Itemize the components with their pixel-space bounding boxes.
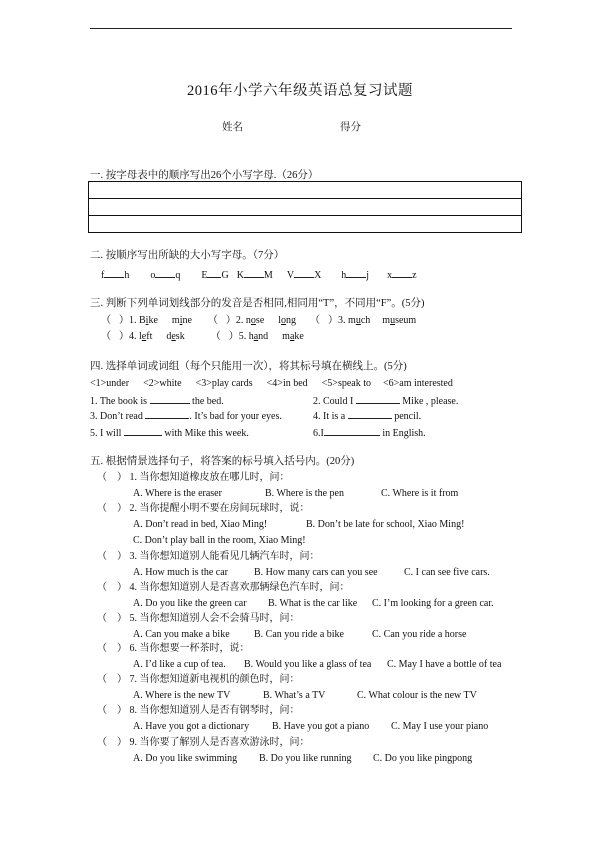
item-prefix: ）1. B: [119, 315, 146, 326]
paren-open: （: [97, 613, 107, 624]
mc-q1-opt-c[interactable]: C. Where is it from: [381, 488, 459, 499]
mc-q6-opt-c[interactable]: C. May I have a bottle of tea: [387, 659, 502, 670]
mc-q5-opt-c[interactable]: C. Can you ride a horse: [372, 629, 467, 640]
header-rule: [90, 28, 512, 29]
fill-q5: [90, 426, 249, 440]
underlined-sound: a: [289, 331, 295, 342]
option-in-bed: <4>in bed: [266, 378, 308, 389]
fill-q6: [313, 426, 426, 440]
mc-q6-opt-a[interactable]: A. I’d like a cup of tea.: [133, 659, 226, 670]
paren-open: （: [210, 331, 221, 342]
word-start: l: [278, 315, 282, 326]
q-text: 5. I will: [90, 428, 122, 439]
word-rest: se: [255, 315, 265, 326]
q-text: with Mike this week.: [164, 428, 249, 439]
paren-open: （: [101, 331, 111, 342]
letter: f: [101, 270, 105, 281]
mc-q1-stem: [97, 472, 290, 484]
question-stem: 4. 当你想知道别人是否喜欢那辆绿色汽车时，问：: [129, 582, 350, 593]
mc-q7-opt-c[interactable]: C. What colour is the new TV: [357, 690, 477, 701]
option-under: <1>under: [90, 378, 130, 389]
item-prefix: ）3. m: [328, 315, 356, 326]
fill-q3: [90, 409, 282, 423]
letter: E: [201, 270, 208, 281]
letter: X: [314, 270, 322, 281]
question-stem: 3. 当你想知道别人能看见几辆汽车时，问：: [129, 551, 320, 562]
mc-q7-stem: [97, 674, 300, 686]
q-text: 3. Don’t read: [90, 411, 143, 422]
phonics-row-2: [101, 331, 304, 343]
section-2-heading: 二. 按顺序写出所缺的大小写字母。（7分）: [90, 250, 285, 261]
paren-close: ）: [117, 613, 127, 624]
mc-q2-opt-c[interactable]: C. Don’t play ball in the room, Xiao Ming!: [133, 535, 306, 546]
mc-q6-opt-b[interactable]: B. Would you like a glass of tea: [244, 659, 372, 670]
word-rest: ft: [146, 331, 153, 342]
question-stem: 9. 当你要了解别人是否喜欢游泳时，问：: [129, 737, 310, 748]
answer-blank[interactable]: [145, 409, 189, 419]
mc-q3-opt-a[interactable]: A. How much is the car: [133, 567, 228, 578]
letter: x: [387, 270, 393, 281]
word-rest: ke: [294, 331, 304, 342]
word-rest: sk: [175, 331, 185, 342]
paren-open: （: [97, 705, 107, 716]
name-label: 姓名: [222, 122, 243, 133]
mc-q2-stem: [97, 503, 310, 515]
mc-q2-opt-b[interactable]: B. Don’t be late for school, Xiao Ming!: [306, 519, 465, 530]
word-rest: ng: [286, 315, 297, 326]
paren-open: （: [97, 674, 107, 685]
paren-open: （: [97, 503, 107, 514]
word-start: m: [171, 315, 180, 326]
letter: j: [366, 270, 370, 281]
letter-blank[interactable]: [346, 268, 366, 278]
item-prefix: ）5. h: [228, 331, 254, 342]
paren-open: （: [101, 315, 111, 326]
paren-close: ）: [117, 737, 127, 748]
letter: q: [175, 270, 181, 281]
fill-q4: [313, 409, 421, 423]
q-text: 1. The book is: [90, 396, 148, 407]
option-am-interested: <6>am interested: [383, 378, 453, 389]
mc-q5-opt-a[interactable]: A. Can you make a bike: [133, 629, 230, 640]
mc-q9-opt-c[interactable]: C. Do you like pingpong: [373, 753, 473, 764]
paren-open: （: [310, 315, 321, 326]
question-stem: 1. 当你想知道橡皮放在哪儿时，问：: [129, 472, 290, 483]
missing-letters-row: [101, 268, 417, 282]
mc-q1-opt-a[interactable]: A. Where is the eraser: [133, 488, 222, 499]
word-rest: nd: [258, 331, 269, 342]
word-start: m: [382, 315, 391, 326]
paren-close: ）: [117, 643, 127, 654]
word-rest: ne: [182, 315, 192, 326]
q-text: Mike , please.: [402, 396, 459, 407]
paren-open: （: [207, 315, 218, 326]
q-text: . It’s bad for your eyes.: [189, 411, 282, 422]
answer-blank[interactable]: [150, 394, 190, 404]
paren-close: ）: [117, 551, 127, 562]
paren-open: （: [97, 582, 107, 593]
underlined-sound: a: [253, 331, 259, 342]
mc-q2-opt-a[interactable]: A. Don’t read in bed, Xiao Ming!: [133, 519, 268, 530]
mc-q3-stem: [97, 551, 320, 563]
underlined-sound: i: [179, 315, 183, 326]
question-stem: 7. 当你想知道新电视机的颜色时，问：: [129, 674, 300, 685]
question-stem: 8. 当你想知道别人是否有钢琴时，问：: [129, 705, 300, 716]
question-stem: 5. 当你想知道别人会不会骑马时，问：: [129, 613, 300, 624]
letter: V: [286, 270, 295, 281]
score-label: 得分: [340, 122, 361, 133]
mc-q7-opt-b[interactable]: B. What’s a TV: [263, 690, 326, 701]
paren-close: ）: [117, 705, 127, 716]
fill-q2: [313, 394, 458, 408]
paren-open: （: [97, 737, 107, 748]
section-1-heading: 一. 按字母表中的顺序写出26个小写字母.（26分）: [90, 170, 319, 181]
mc-q1-opt-b[interactable]: B. Where is the pen: [265, 488, 344, 499]
mc-q4-opt-b[interactable]: B. What is the car like: [268, 598, 358, 609]
q-text: 2. Could I: [313, 396, 354, 407]
underlined-sound: o: [281, 315, 287, 326]
paren-open: （: [97, 643, 107, 654]
answer-blank[interactable]: [348, 409, 392, 419]
underlined-sound: u: [390, 315, 396, 326]
word-start: m: [282, 331, 290, 342]
q-text: in English.: [382, 428, 426, 439]
paren-close: ）: [117, 582, 127, 593]
paren-open: （: [97, 472, 107, 483]
fill-q1: [90, 394, 224, 408]
answer-blank[interactable]: [124, 426, 162, 436]
mc-q9-stem: [97, 737, 310, 749]
word-options: [90, 378, 453, 390]
mc-q8-opt-c[interactable]: C. May I use your piano: [391, 721, 489, 732]
mc-q4-stem: [97, 582, 350, 594]
answer-blank[interactable]: [324, 426, 380, 436]
answer-blank[interactable]: [356, 394, 400, 404]
word-rest: ke: [148, 315, 158, 326]
q-text: 4. It is a: [313, 411, 346, 422]
word-rest: seum: [395, 315, 417, 326]
letter: h: [341, 270, 347, 281]
letter-blank[interactable]: [155, 268, 175, 278]
underlined-sound: i: [145, 315, 149, 326]
mc-q8-stem: [97, 705, 300, 717]
section-5-heading: 五. 根据情景选择句子，将答案的标号填入括号内。(20分): [90, 456, 355, 467]
item-prefix: ）4. l: [119, 331, 142, 342]
underlined-sound: e: [171, 331, 176, 342]
mc-q8-opt-a[interactable]: A. Have you got a dictionary: [133, 721, 250, 732]
letter-blank[interactable]: [392, 268, 412, 278]
letter: o: [150, 270, 156, 281]
mc-q4-opt-a[interactable]: A. Do you like the green car: [133, 598, 247, 609]
mc-q7-opt-a[interactable]: A. Where is the new TV: [133, 690, 231, 701]
grid-line: [89, 198, 521, 199]
mc-q4-opt-c[interactable]: C. I’m looking for a green car.: [372, 598, 494, 609]
writing-grid[interactable]: [88, 181, 522, 233]
grid-line: [89, 215, 521, 216]
mc-q5-stem: [97, 613, 300, 625]
underlined-sound: e: [141, 331, 147, 342]
paren-close: ）: [117, 674, 127, 685]
option-white: <2>white: [143, 378, 182, 389]
underlined-sound: u: [355, 315, 361, 326]
option-speak-to: <5>speak to: [321, 378, 371, 389]
mc-q8-opt-b[interactable]: B. Have you got a piano: [272, 721, 370, 732]
underlined-sound: o: [250, 315, 256, 326]
letter: h: [124, 270, 130, 281]
q-text: the bed.: [192, 396, 224, 407]
mc-q9-opt-b[interactable]: B. Do you like running: [259, 753, 352, 764]
phonics-row-1: [101, 315, 416, 327]
item-prefix: ）2. n: [225, 315, 251, 326]
question-stem: 6. 当你想要一杯茶时，说：: [129, 643, 250, 654]
paren-open: （: [97, 551, 107, 562]
section-3-heading: 三. 判断下列单词划线部分的发音是否相同,相同用“T”，不同用“F”。(5分): [90, 298, 425, 309]
mc-q9-opt-a[interactable]: A. Do you like swimming: [133, 753, 238, 764]
page-title: 2016年小学六年级英语总复习试题: [187, 83, 413, 99]
letter-blank[interactable]: [207, 268, 221, 278]
mc-q3-opt-c[interactable]: C. I can see five cars.: [404, 567, 490, 578]
word-rest: ch: [360, 315, 371, 326]
q-text: pencil.: [394, 411, 422, 422]
mc-q5-opt-b[interactable]: B. Can you ride a bike: [254, 629, 344, 640]
letter: M: [263, 270, 273, 281]
letter-blank[interactable]: [104, 268, 124, 278]
q-text: 6.I: [313, 428, 324, 439]
letter: G: [221, 270, 229, 281]
mc-q6-stem: [97, 643, 250, 655]
mc-q3-opt-b[interactable]: B. How many cars can you see: [254, 567, 378, 578]
paren-close: ）: [117, 472, 127, 483]
letter: K: [236, 270, 244, 281]
section-4-heading: 四. 选择单词或词组（每个只能用一次），将其标号填在横线上。(5分): [90, 361, 407, 372]
word-start: d: [166, 331, 172, 342]
letter: z: [412, 270, 417, 281]
letter-blank[interactable]: [294, 268, 314, 278]
letter-blank[interactable]: [244, 268, 264, 278]
paren-close: ）: [117, 503, 127, 514]
option-play-cards: <3>play cards: [195, 378, 253, 389]
question-stem: 2. 当你提醒小明不要在房间玩球时，说：: [129, 503, 310, 514]
